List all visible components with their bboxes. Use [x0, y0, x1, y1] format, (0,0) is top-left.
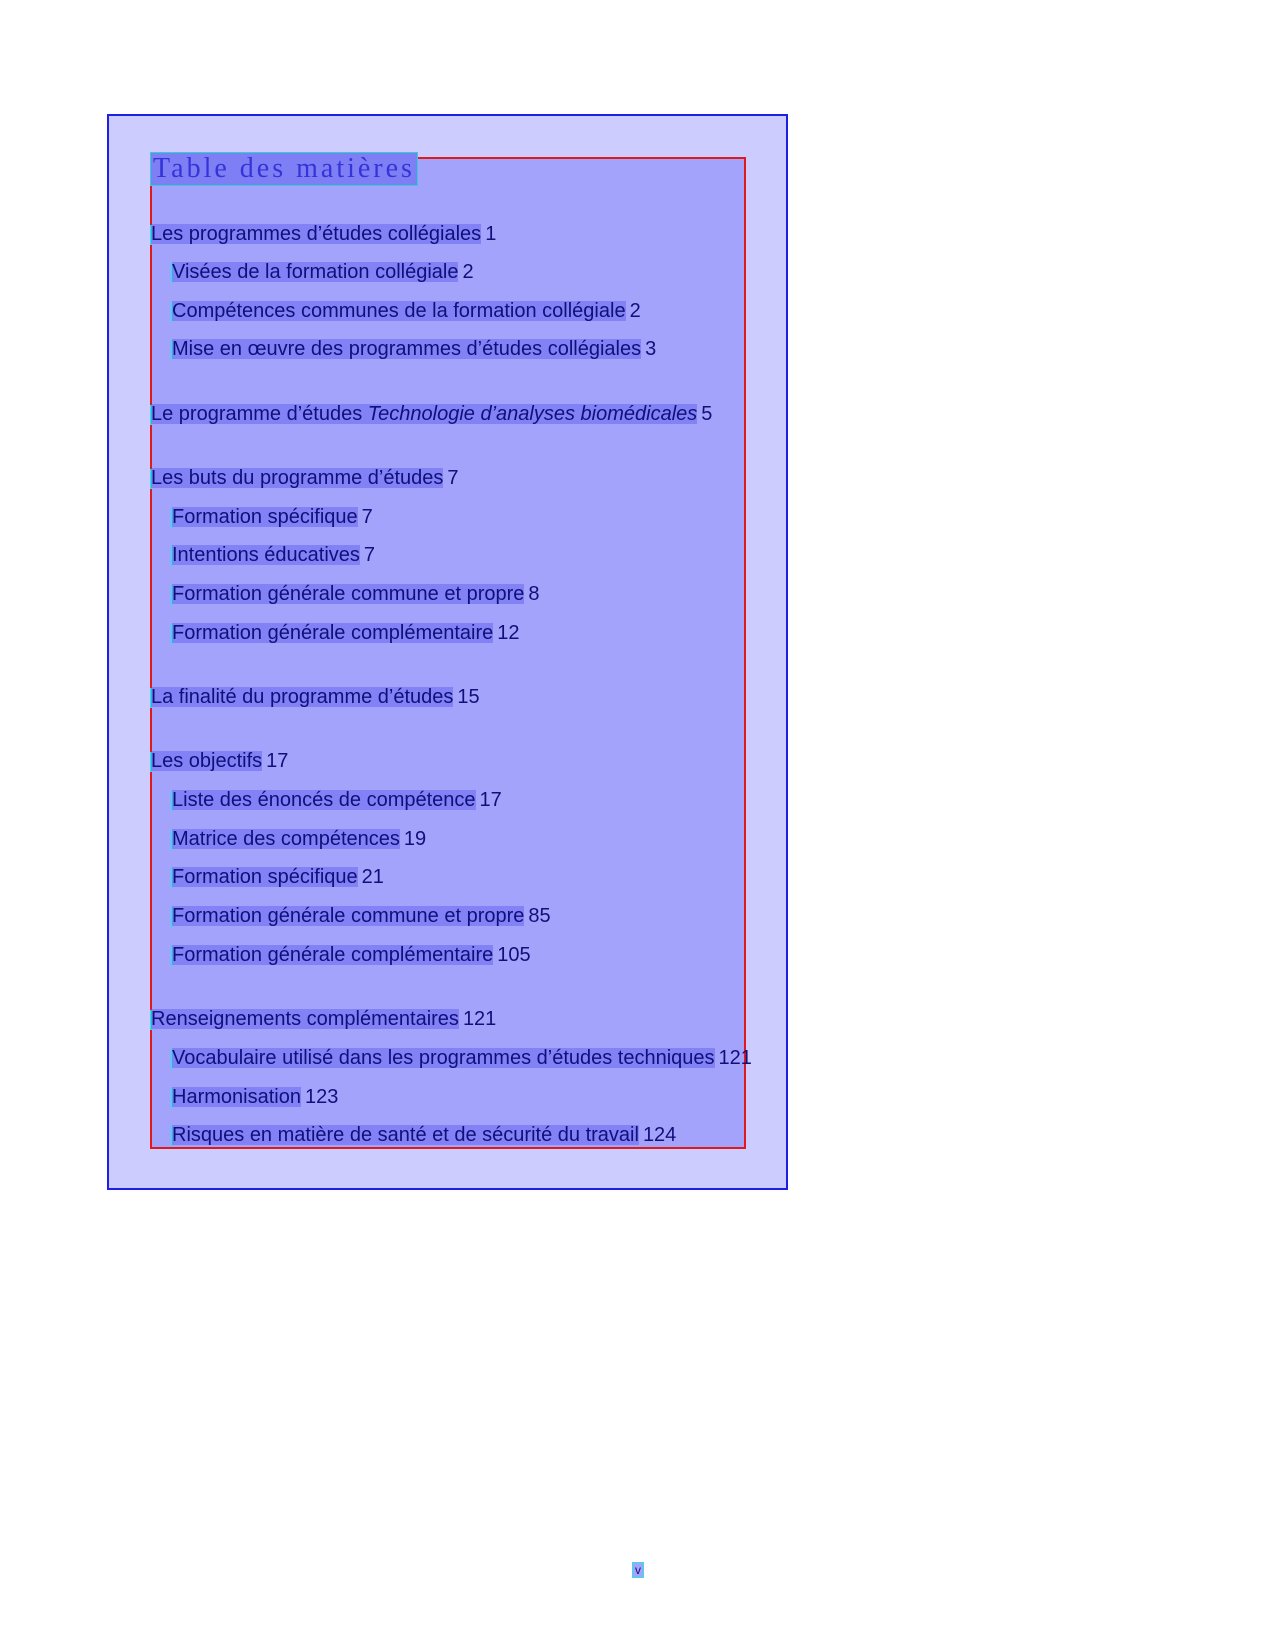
toc-entry[interactable]: [171, 261, 474, 283]
toc-entry-label: Compétences communes de la formation collégiale: [172, 300, 626, 322]
toc-entry-page: 124: [642, 1124, 677, 1146]
page-number: v: [632, 1562, 644, 1578]
toc-entry[interactable]: [171, 866, 384, 888]
toc-entry-page: 19: [403, 828, 427, 850]
toc-entry-label: Formation générale complémentaire: [172, 622, 494, 644]
toc-entry[interactable]: [171, 338, 657, 360]
toc-entry[interactable]: [171, 1124, 677, 1146]
toc-entry-label: Le programme d’études Technologie d’analyses biomédicales: [151, 403, 698, 425]
toc-entry-page: 2: [629, 300, 641, 322]
toc-entry-label: Formation spécifique: [172, 866, 358, 888]
toc-entry[interactable]: [171, 583, 540, 605]
toc-entry-page: 85: [528, 905, 551, 927]
toc-entry[interactable]: [150, 223, 497, 245]
toc-entry-page: 123: [304, 1086, 339, 1108]
toc-entry-page: 8: [528, 583, 540, 605]
toc-title: Table des matières: [150, 152, 418, 186]
toc-entry-label-italic: Technologie d’analyses biomédicales: [367, 403, 698, 425]
toc-entry-label: Matrice des compétences: [172, 828, 400, 850]
toc-entry[interactable]: [171, 506, 373, 528]
toc-entry-label: Les objectifs: [151, 750, 263, 772]
toc-entry-page: 15: [457, 686, 480, 708]
toc-entry[interactable]: [171, 789, 502, 811]
toc-entry[interactable]: [171, 1086, 339, 1108]
toc-entry-page: 3: [645, 338, 657, 360]
toc-entry-label: Risques en matière de santé et de sécurité du travail: [172, 1124, 639, 1146]
toc-entry-label: Mise en œuvre des programmes d’études collégiales: [172, 338, 642, 360]
toc-entry[interactable]: [171, 622, 520, 644]
toc-entry-page: 17: [266, 750, 289, 772]
toc-entry-page: 7: [447, 467, 459, 489]
toc-entry[interactable]: [150, 750, 289, 772]
toc-entry-page: 17: [479, 789, 502, 811]
toc-entry-label: Renseignements complémentaires: [151, 1008, 459, 1030]
toc-entry-page: 121: [462, 1008, 497, 1030]
toc-entry-label: Les programmes d’études collégiales: [151, 223, 482, 245]
toc-entry-label: Vocabulaire utilisé dans les programmes d’études techniques: [172, 1047, 715, 1069]
toc-entry[interactable]: [150, 403, 713, 425]
toc-entry-label: Liste des énoncés de compétence: [172, 789, 476, 811]
toc-entry[interactable]: [171, 905, 551, 927]
toc-entry[interactable]: [150, 1008, 497, 1030]
toc-entry-label: Harmonisation: [172, 1086, 301, 1108]
toc-entry-page: 105: [497, 944, 531, 966]
toc-entry-page: 21: [361, 866, 384, 888]
toc-entry-label: Visées de la formation collégiale: [172, 261, 459, 283]
toc-entry-label: Intentions éducatives: [172, 544, 360, 566]
toc-entry[interactable]: [150, 467, 459, 489]
toc-entry[interactable]: [171, 300, 641, 322]
toc-entry-page: 121: [718, 1047, 752, 1069]
toc-entry-page: 5: [701, 403, 713, 425]
toc-entry-page: 7: [363, 544, 376, 566]
toc-entry-label: Les buts du programme d’études: [151, 467, 444, 489]
toc-entry-page: 7: [361, 506, 373, 528]
toc-entry[interactable]: [171, 1047, 752, 1069]
toc-entry[interactable]: [171, 944, 531, 966]
toc-entry[interactable]: [150, 686, 480, 708]
toc-entry-page: 2: [462, 261, 474, 283]
toc-entry[interactable]: [171, 544, 376, 566]
toc-entry-page: 1: [485, 223, 497, 245]
toc-entry-label: Formation spécifique: [172, 506, 358, 528]
toc-entry-label: La finalité du programme d’études: [151, 686, 454, 708]
toc-entry-label: Formation générale commune et propre: [172, 583, 525, 605]
toc-entry-page: 12: [497, 622, 520, 644]
toc-entry-label: Formation générale complémentaire: [172, 944, 494, 966]
toc-entry-label: Formation générale commune et propre: [172, 905, 525, 927]
toc-entry[interactable]: [171, 828, 427, 850]
